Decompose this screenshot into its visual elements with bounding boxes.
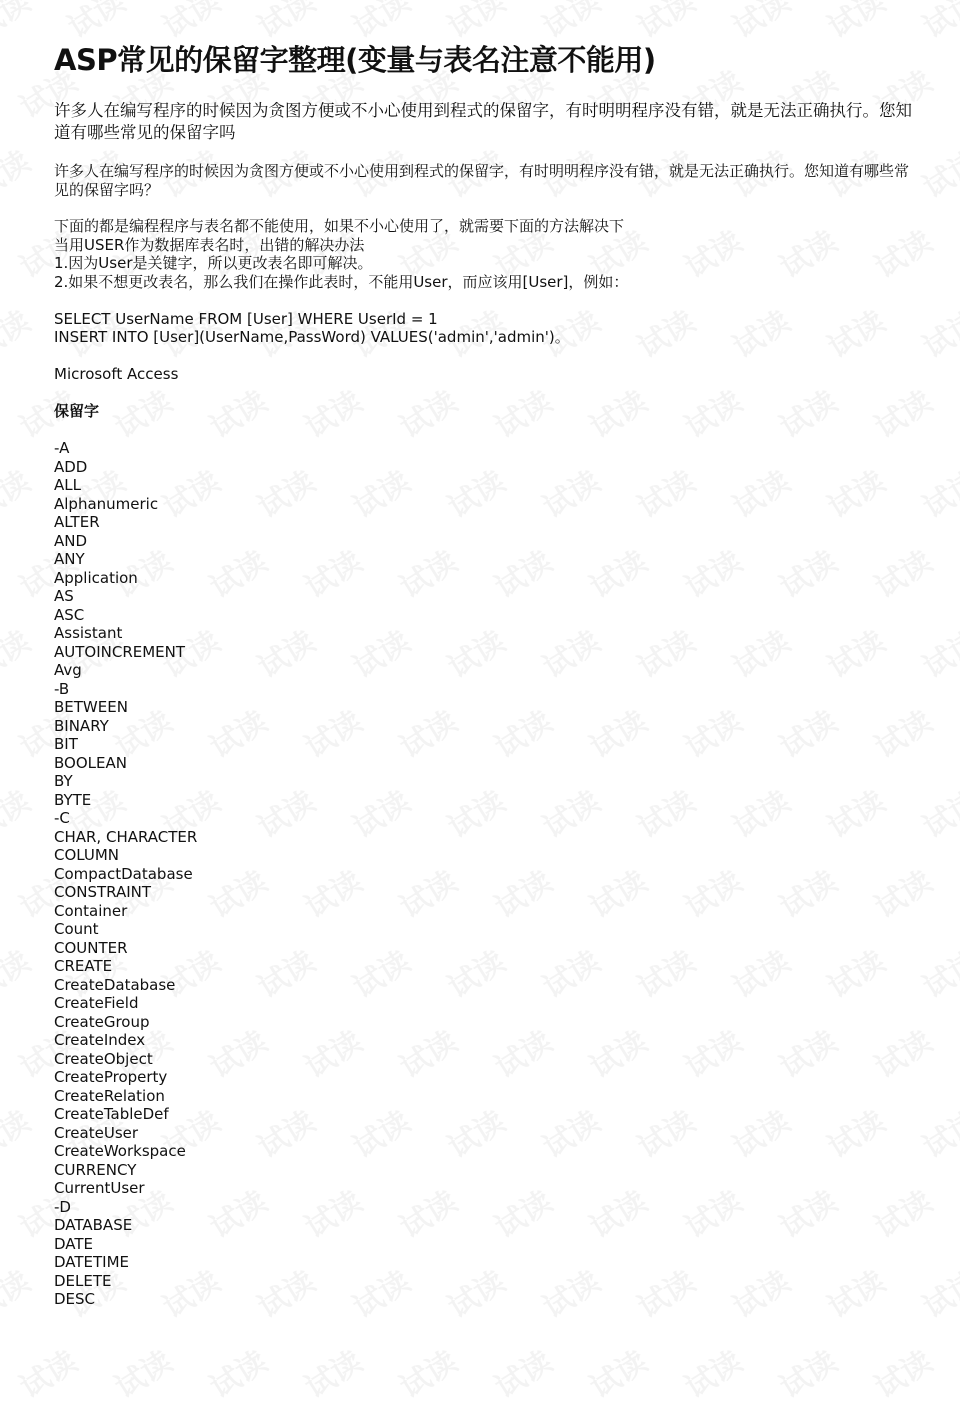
reserved-word-item: CURRENCY bbox=[54, 1161, 914, 1180]
watermark-text bbox=[0, 1257, 37, 1326]
reserved-words-list bbox=[54, 439, 914, 1309]
reserved-word-item: -D bbox=[54, 1198, 914, 1217]
watermark-text bbox=[0, 617, 37, 686]
explanation-block bbox=[54, 217, 914, 1309]
reserved-word-item: Container bbox=[54, 902, 914, 921]
watermark-text bbox=[675, 1337, 749, 1406]
watermark-text bbox=[0, 0, 37, 47]
watermark-text bbox=[913, 297, 960, 366]
reserved-word-item: -A bbox=[54, 439, 914, 458]
watermark-text bbox=[913, 937, 960, 1006]
watermark-text bbox=[0, 297, 37, 366]
reserved-word-item: ANY bbox=[54, 550, 914, 569]
watermark-text bbox=[913, 137, 960, 206]
reserved-word-item: DELETE bbox=[54, 1272, 914, 1291]
watermark-text bbox=[913, 0, 960, 47]
reserved-word-item: CHAR, CHARACTER bbox=[54, 828, 914, 847]
watermark-text bbox=[0, 777, 37, 846]
page-title: ASP常见的保留字整理(变量与表名注意不能用) bbox=[54, 36, 914, 84]
reserved-word-item: CreateWorkspace bbox=[54, 1142, 914, 1161]
watermark-text bbox=[913, 617, 960, 686]
reserved-word-item: CompactDatabase bbox=[54, 865, 914, 884]
code-line: INSERT INTO [User](UserName,PassWord) VALUES('admin','admin')。 bbox=[54, 328, 914, 347]
summary-paragraph: 许多人在编写程序的时候因为贪图方便或不小心使用到程式的保留字，有时明明程序没有错，就是无法正确执行。您知道有哪些常见的保留字吗 bbox=[54, 100, 914, 144]
watermark-text bbox=[485, 1337, 559, 1406]
watermark-text bbox=[580, 1337, 654, 1406]
reserved-word-item: BIT bbox=[54, 735, 914, 754]
reserved-word-item: CREATE bbox=[54, 957, 914, 976]
watermark-text bbox=[913, 1257, 960, 1326]
reserved-word-item: DATETIME bbox=[54, 1253, 914, 1272]
watermark-text bbox=[295, 1337, 369, 1406]
reserved-word-item: CONSTRAINT bbox=[54, 883, 914, 902]
reserved-word-item: BY bbox=[54, 772, 914, 791]
reserved-word-item: BINARY bbox=[54, 717, 914, 736]
reserved-word-item: CreateIndex bbox=[54, 1031, 914, 1050]
reserved-word-item: -B bbox=[54, 680, 914, 699]
intro-paragraph: 许多人在编写程序的时候因为贪图方便或不小心使用到程式的保留字，有时明明程序没有错，就是无法正确执行。您知道有哪些常见的保留字吗？ bbox=[54, 162, 914, 199]
reserved-word-item: CreateDatabase bbox=[54, 976, 914, 995]
watermark-text bbox=[0, 457, 37, 526]
watermark-text bbox=[10, 1337, 84, 1406]
explanation-line: 下面的都是编程程序与表名都不能使用，如果不小心使用了，就需要下面的方法解决下 bbox=[54, 217, 914, 236]
reserved-word-item: AND bbox=[54, 532, 914, 551]
reserved-word-item: BYTE bbox=[54, 791, 914, 810]
watermark-text bbox=[913, 457, 960, 526]
reserved-word-item: CurrentUser bbox=[54, 1179, 914, 1198]
reserved-word-item: -C bbox=[54, 809, 914, 828]
reserved-word-item: Avg bbox=[54, 661, 914, 680]
watermark-text bbox=[390, 1337, 464, 1406]
watermark-text bbox=[913, 777, 960, 846]
watermark-text bbox=[865, 1337, 939, 1406]
document-body bbox=[54, 36, 914, 1309]
reserved-word-item: CreateGroup bbox=[54, 1013, 914, 1032]
explanation-line: 1.因为User是关键字，所以更改表名即可解决。 bbox=[54, 254, 914, 273]
code-line: SELECT UserName FROM [User] WHERE UserId = 1 bbox=[54, 310, 914, 329]
reserved-word-item: DATABASE bbox=[54, 1216, 914, 1235]
reserved-word-item: DESC bbox=[54, 1290, 914, 1309]
reserved-word-item: ASC bbox=[54, 606, 914, 625]
reserved-word-item: CreateField bbox=[54, 994, 914, 1013]
reserved-word-item: COLUMN bbox=[54, 846, 914, 865]
explanation-line: 当用USER作为数据库表名时，出错的解决办法 bbox=[54, 236, 914, 255]
reserved-word-item: Application bbox=[54, 569, 914, 588]
reserved-word-item: DATE bbox=[54, 1235, 914, 1254]
reserved-word-item: CreateUser bbox=[54, 1124, 914, 1143]
reserved-word-item: CreateObject bbox=[54, 1050, 914, 1069]
reserved-words-heading: 保留字 bbox=[54, 402, 914, 421]
reserved-word-item: Alphanumeric bbox=[54, 495, 914, 514]
reserved-word-item: COUNTER bbox=[54, 939, 914, 958]
reserved-word-item: CreateTableDef bbox=[54, 1105, 914, 1124]
reserved-word-item: ALL bbox=[54, 476, 914, 495]
reserved-word-item: Assistant bbox=[54, 624, 914, 643]
watermark-text bbox=[200, 1337, 274, 1406]
reserved-word-item: Count bbox=[54, 920, 914, 939]
explanation-line: 2.如果不想更改表名，那么我们在操作此表时，不能用User，而应该用[User]，例如： bbox=[54, 273, 914, 292]
reserved-word-item: AUTOINCREMENT bbox=[54, 643, 914, 662]
product-name: Microsoft Access bbox=[54, 365, 914, 384]
watermark-text bbox=[0, 1097, 37, 1166]
reserved-word-item: CreateProperty bbox=[54, 1068, 914, 1087]
reserved-word-item: ADD bbox=[54, 458, 914, 477]
watermark-text bbox=[770, 1337, 844, 1406]
watermark-text bbox=[0, 937, 37, 1006]
reserved-word-item: CreateRelation bbox=[54, 1087, 914, 1106]
reserved-word-item: BETWEEN bbox=[54, 698, 914, 717]
reserved-word-item: ALTER bbox=[54, 513, 914, 532]
reserved-word-item: AS bbox=[54, 587, 914, 606]
reserved-word-item: BOOLEAN bbox=[54, 754, 914, 773]
watermark-text bbox=[0, 137, 37, 206]
watermark-text bbox=[913, 1097, 960, 1166]
watermark-text bbox=[105, 1337, 179, 1406]
